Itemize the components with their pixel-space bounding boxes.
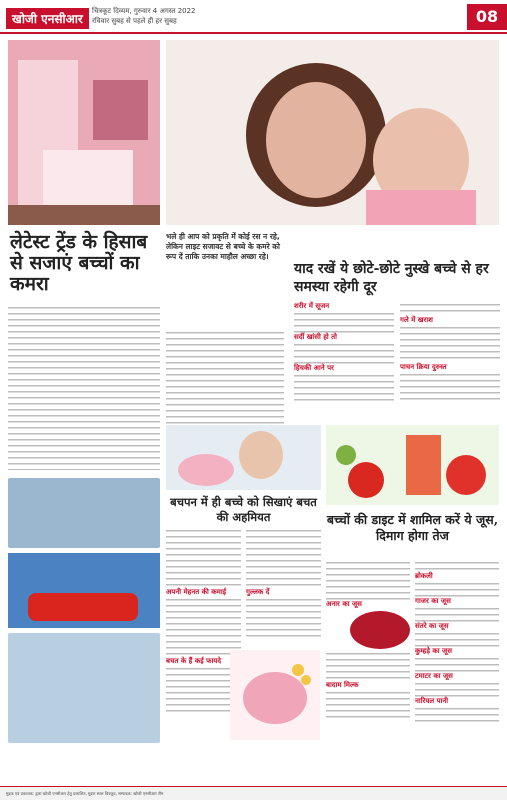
room-photo-small-3 <box>8 633 160 743</box>
tips-body-3 <box>294 373 394 401</box>
juice-illustration <box>326 425 499 505</box>
tips-body-2 <box>294 342 394 364</box>
kids-room-body <box>8 305 160 470</box>
juice-body-10 <box>415 706 499 722</box>
juice-body-5 <box>415 581 499 597</box>
tips-body-4 <box>400 302 500 316</box>
juice-body-9 <box>415 681 499 697</box>
tips-column-1 <box>294 302 394 422</box>
savings-subhead-1: अपनी मेहनत की कमाई <box>166 588 227 596</box>
juice-subhead-3: गाजर का जूस <box>415 597 451 605</box>
juice-body-1 <box>326 560 410 600</box>
juice-subhead-8: नारियल पानी <box>415 697 449 705</box>
savings-body-5 <box>246 597 321 637</box>
juice-body-8 <box>415 656 499 672</box>
brand-name: खोजी एनसीआर <box>6 8 89 29</box>
piggy-bank-photo <box>230 650 320 740</box>
tips-body-6 <box>400 372 500 402</box>
dateline-text: चित्रकूट दिव्यम, गुरुवार 4 अगस्त 2022 <box>92 7 196 15</box>
tips-subhead-3: हिचकी आने पर <box>294 364 334 372</box>
pomegranate-photo <box>350 611 410 649</box>
savings-headline: बचपन में ही बच्चे को सिखाएं बचत की अहमियत <box>170 495 317 524</box>
kids-room-headline: लेटेस्ट ट्रेंड के हिसाब से सजाएं बच्चों का कमरा <box>10 231 148 295</box>
dateline-subtext: रविवार सुबह से पहले ही हर सुबह <box>92 17 177 25</box>
room-photo-small-1 <box>8 478 160 548</box>
child-piggy-illustration <box>166 425 321 490</box>
savings-body-2 <box>166 597 241 657</box>
juice-column-1 <box>326 560 410 745</box>
savings-subhead-3: गुल्लक दें <box>246 588 270 596</box>
dateline <box>92 6 412 26</box>
tips-subhead-4: गले में खराश <box>400 316 433 324</box>
juice-column-2 <box>415 560 499 745</box>
savings-column-2 <box>246 528 321 648</box>
mother-child-illustration <box>166 40 499 225</box>
juice-subhead-5: संतरे का जूस <box>415 622 449 630</box>
juice-subhead-4: टमाटर का जूस <box>415 672 453 680</box>
juice-subhead-1: अनार का जूस <box>326 600 362 608</box>
tips-subhead-2: सर्दी खांसी हो तो <box>294 333 337 341</box>
juice-subhead-6: कुम्हड़े का जूस <box>415 647 452 655</box>
juice-headline: बच्चों की डाइट में शामिल करें ये जूस, दिमाग होगा तेज <box>326 512 499 543</box>
tips-subhead-1: शरीर में सूजन <box>294 302 330 310</box>
tips-headline: याद रखें ये छोटे-छोटे नुस्खे बच्चे से हर समस्या रहेगी दूर <box>294 261 489 295</box>
juice-subhead-7: बादाम मिल्क <box>326 681 359 689</box>
tips-column-2 <box>400 302 500 422</box>
tips-subhead-5: पाचन क्रिया दुरुस्त <box>400 363 447 371</box>
child-piggy-bank-photo <box>166 425 321 490</box>
kids-room-photo <box>8 40 160 225</box>
juice-body-3 <box>326 690 410 718</box>
juice-body-6 <box>415 606 499 622</box>
tips-body-1 <box>294 311 394 333</box>
savings-body-1 <box>166 528 241 588</box>
juice-body-7 <box>415 631 499 647</box>
juice-body-2 <box>326 651 410 681</box>
kids-room-intro: भले ही आप को प्रकृति में कोई रस न रहे, लेकिन लाइट सजावट से बच्चे के कमरे को रूप दें ताकि उनका माहौल अच्छा रहे। <box>166 232 280 261</box>
savings-subhead-2: बचत के हैं कई फायदे <box>166 657 222 665</box>
piggy-bank-illustration <box>230 650 320 740</box>
juice-photo <box>326 425 499 505</box>
room-photo-small-2 <box>8 553 160 628</box>
kids-room-illustration <box>8 40 160 225</box>
savings-body-4 <box>246 528 321 588</box>
mother-child-photo <box>166 40 499 225</box>
juice-body-4 <box>415 560 499 572</box>
juice-subhead-2: ब्रोकली <box>415 572 433 580</box>
racing-bed-illustration <box>8 553 160 628</box>
footer-imprint: मुद्रक एवं प्रकाशक: द्वारा खोजी एनसीआर हेतु प्रकाशित, मुद्रण स्थल चित्रकूट, सम्पादक: खोजी एनसीआर टीम <box>0 786 507 800</box>
page-number: 08 <box>467 4 507 30</box>
tips-body-5 <box>400 325 500 363</box>
